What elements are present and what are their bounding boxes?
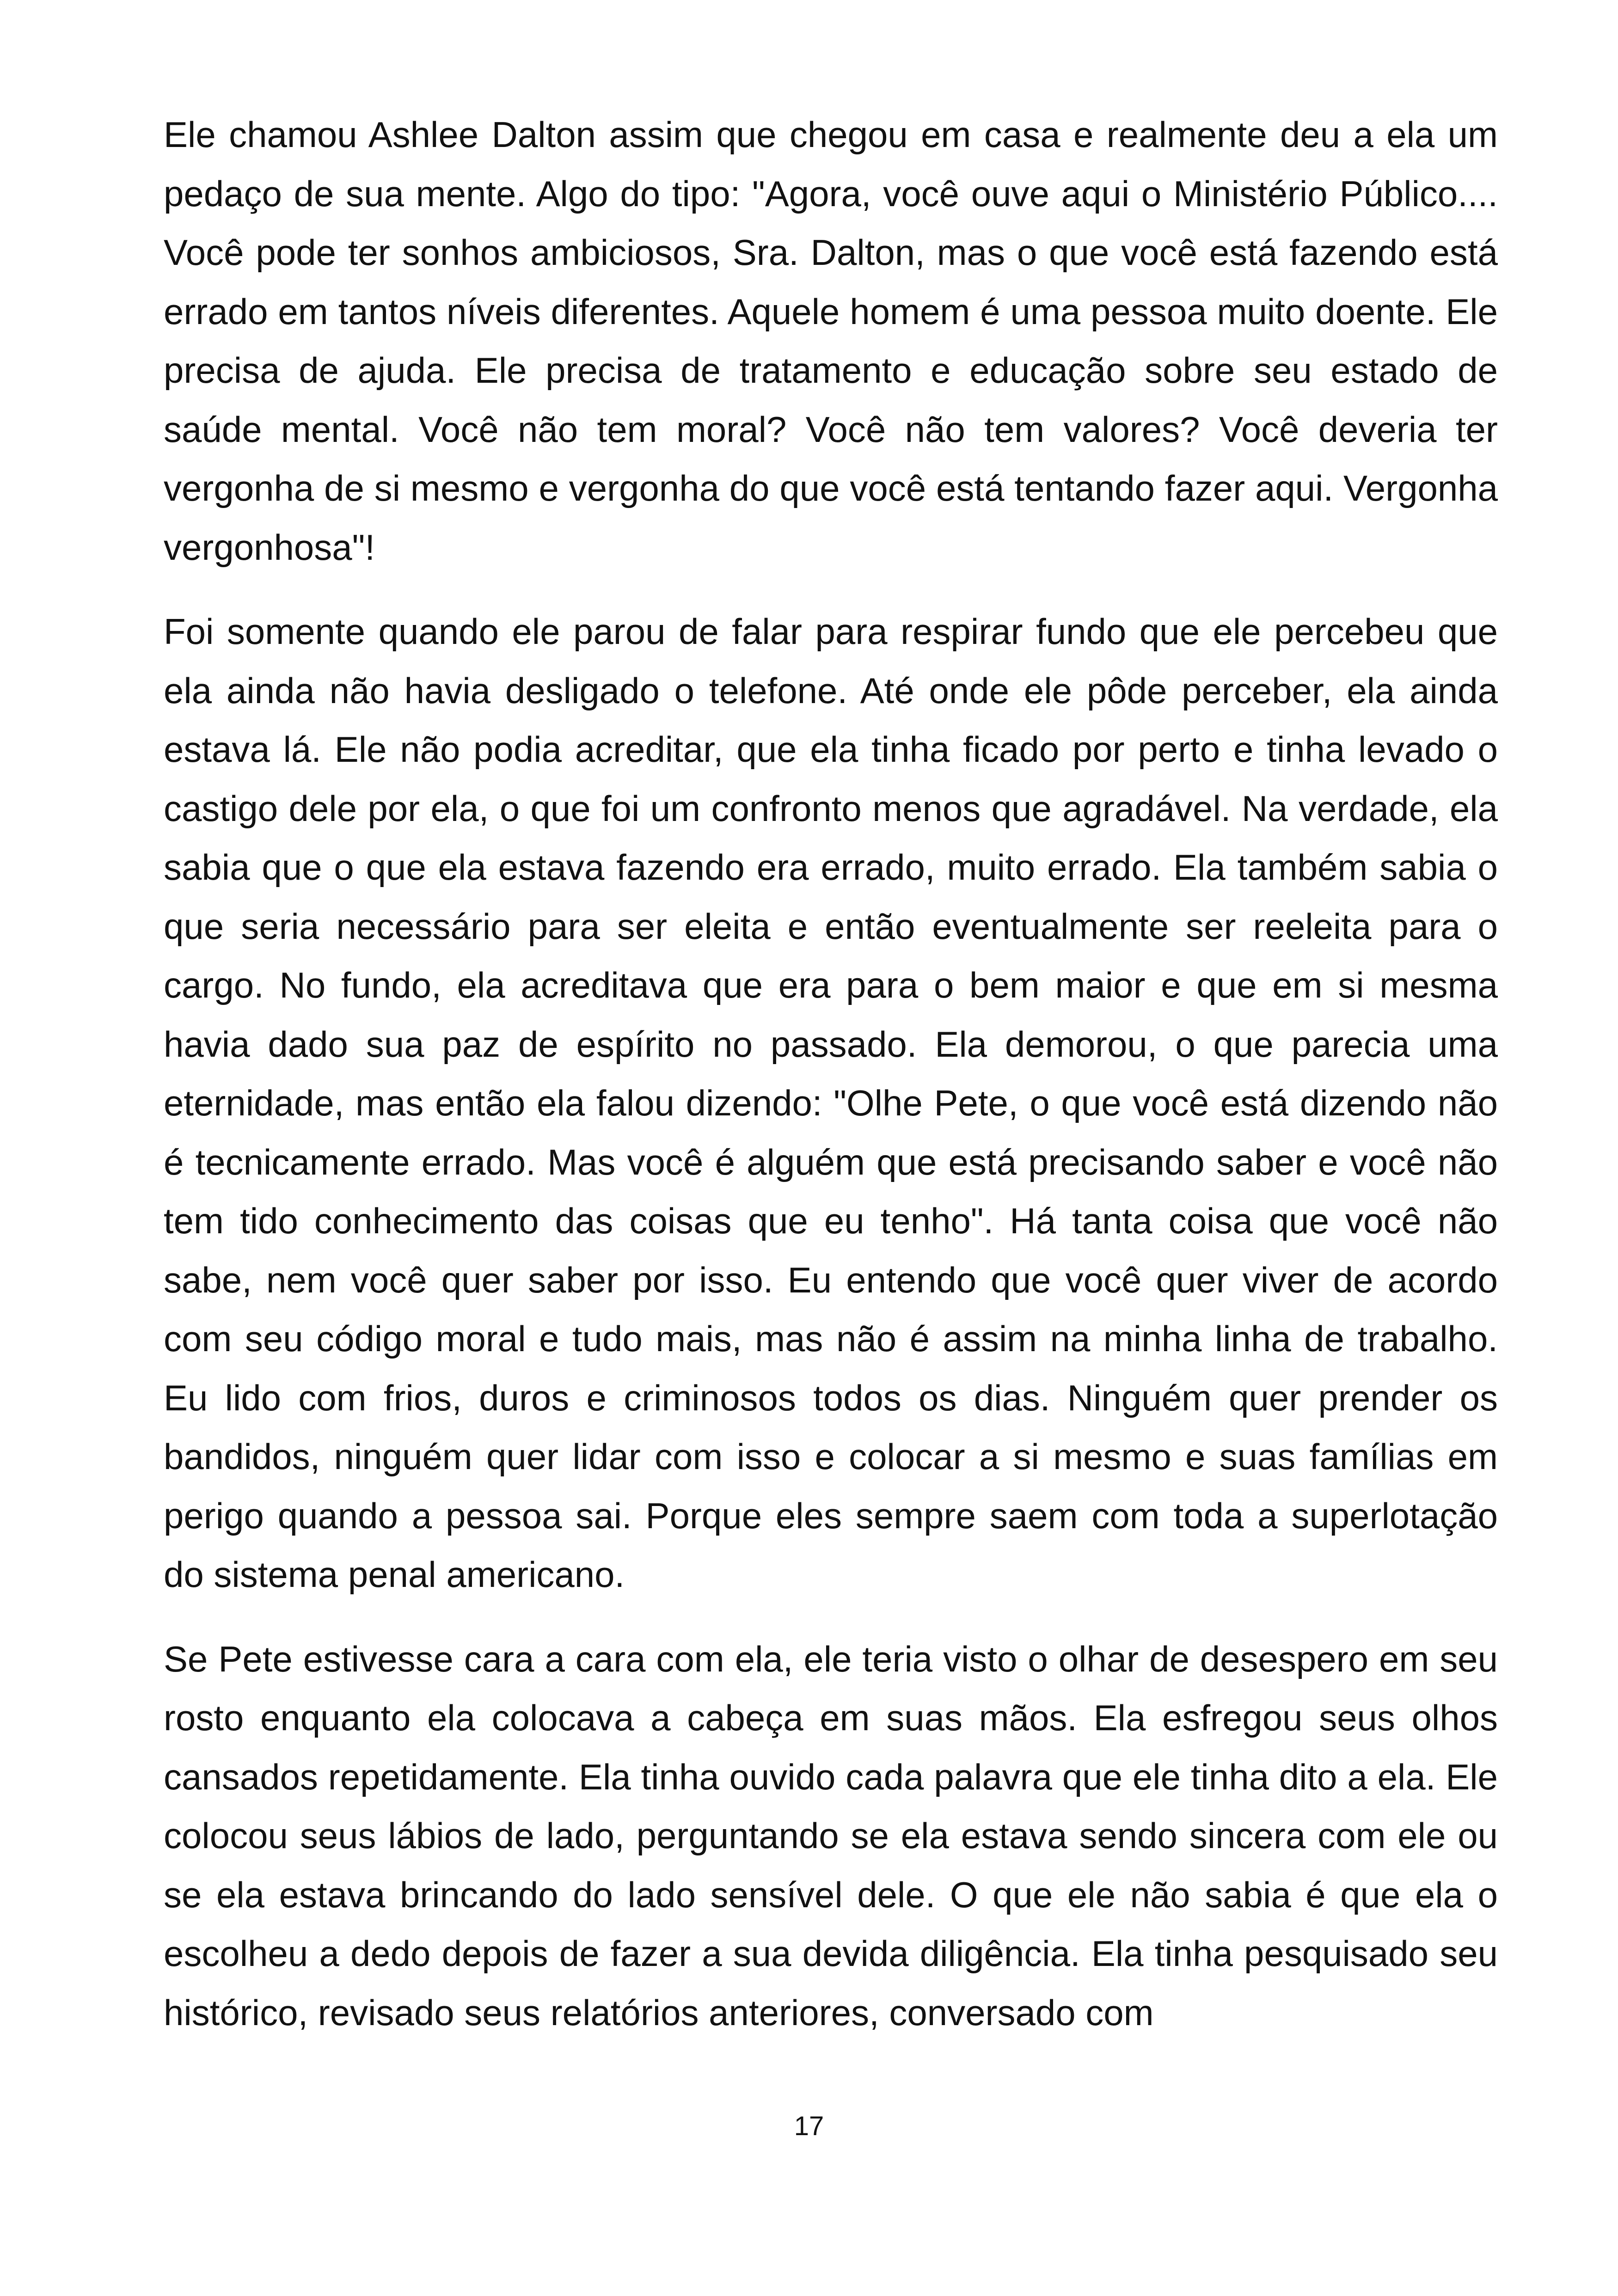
body-text [164,105,1498,2042]
paragraph-1: Ele chamou Ashlee Dalton assim que chegou em casa e realmente deu a ela um pedaço de sua mente. Algo do tipo: "Agora, você ouve aqui o Ministério Público.... Você pode ter sonhos ambiciosos, Sra. Dalton, mas o que você está fazendo está errado em tantos níveis diferentes. Aquele homem é uma pessoa muito doente. Ele precisa de ajuda. Ele precisa de tratamento e educação sobre seu estado de saúde mental. Você não tem moral? Você não tem valores? Você deveria ter vergonha de si mesmo e vergonha do que você está tentando fazer aqui. Vergonha vergonhosa"! [164,114,1498,568]
page-number: 17 [794,2111,824,2141]
paragraph-3: Se Pete estivesse cara a cara com ela, ele teria visto o olhar de desespero em seu rosto enquanto ela colocava a cabeça em suas mãos. Ela esfregou seus olhos cansados repetidamente. Ela tinha ouvido cada palavra que ele tinha dito a ela. Ele colocou seus lábios de lado, perguntando se ela estava sendo sincera com ele ou se ela estava brincando do lado sensível dele. O que ele não sabia é que ela o escolheu a dedo depois de fazer a sua devida diligência. Ela tinha pesquisado seu histórico, revisado seus relatórios anteriores, conversado com [164,1638,1498,2033]
paragraph-2: Foi somente quando ele parou de falar para respirar fundo que ele percebeu que ela ainda não havia desligado o telefone. Até onde ele pôde perceber, ela ainda estava lá. Ele não podia acreditar, que ela tinha ficado por perto e tinha levado o castigo dele por ela, o que foi um confronto menos que agradável. Na verdade, ela sabia que o que ela estava fazendo era errado, muito errado. Ela também sabia o que seria necessário para ser eleita e então eventualmente ser reeleita para o cargo. No fundo, ela acreditava que era para o bem maior e que em si mesma havia dado sua paz de espírito no passado. Ela demorou, o que parecia uma eternidade, mas então ela falou dizendo: "Olhe Pete, o que você está dizendo não é tecnicamente errado. Mas você é alguém que está precisando saber e você não tem tido conhecimento das coisas que eu tenho". Há tanta coisa que você não sabe, nem você quer saber por isso. Eu entendo que você quer viver de acordo com seu código moral e tudo mais, mas não é assim na minha linha de trabalho. Eu lido com frios, duros e criminosos todos os dias. Ninguém quer prender os bandidos, ninguém quer lidar com isso e colocar a si mesmo e suas famílias em perigo quando a pessoa sai. Porque eles sempre saem com toda a superlotação do sistema penal americano. [164,611,1498,1595]
